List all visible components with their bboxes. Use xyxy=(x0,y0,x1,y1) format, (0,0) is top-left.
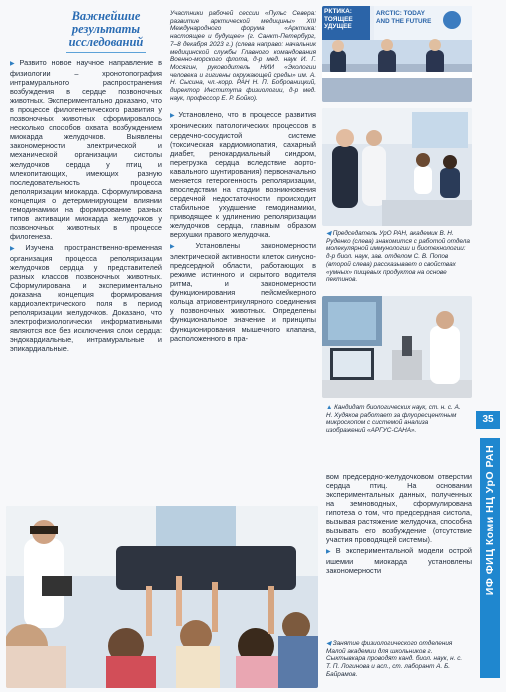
banner-left-text: РКТИКА: ТОЯЩЕЕ УДУЩЕЕ xyxy=(324,8,353,30)
heading-line-2: результаты xyxy=(71,22,141,36)
photo-caption-school: ◀ Занятие физиологического отделения Малой академии для школьников г. Сыктывкара проводят канд. биол. наук, н. с. Т. П. Логинова и асп., ст. лаборант А. Б. Байрамов. xyxy=(326,640,463,678)
col3-paragraph: ▶ В экспериментальной модели острой ишемии миокарда установлены закономерности xyxy=(326,546,472,576)
col2-paragraph: ▶ Установлено, что в процессе развития хронических патологических процессов в сердечно-сосудистой системе (токсическая кардиомиопатия, сахарный диабет, ренокардиальный синдром, перегрузка сердца вследствие аорто-кавального шунтирования) первоначально меняется гетерогенность реполяризации, впоследствии на стадии возникновения сердечной недостаточности происходит стабильное ухудшение гемодинамики, приводящее к удлинению реполяризации желудочков сердца, главным образом верхушки правого желудочка. xyxy=(170,110,316,240)
section-heading xyxy=(52,10,160,53)
heading-line-1: Важнейшие xyxy=(71,9,141,23)
bullet-marker-icon: ▶ xyxy=(326,549,334,556)
side-label: ИФ ФИЦ Коми НЦ УрО РАН xyxy=(484,444,496,596)
banner-right-text: ARCTIC: TODAY AND THE FUTURE xyxy=(376,10,432,25)
bullet-marker-icon: ▶ xyxy=(170,113,177,120)
bullet-marker-icon: ▶ xyxy=(170,244,194,251)
microscope-photo-illustration xyxy=(322,296,472,398)
col1-paragraph: ▶ Изучена пространственно-временная организация процесса реполяризации желудочков сердца у представителей разных классов позвоночных животных. Сформулирована и экспериментально доказана концепция формирования кардиоэлектрического поля в период реполяризации желудочков. Доказано, что электрофизиологически информативными являются все без исключения слои сердца: эндокардиальные, интрамуральные и эпикардиальные. xyxy=(10,242,162,354)
bullet-marker-icon: ▶ xyxy=(10,245,24,252)
photo-forum-session xyxy=(322,6,472,102)
photo-caption-top-left: Участники рабочей сессии «Пульс Севера: развитие арктической медицины» XIII Международного форума «Арктика: настоящее и будущее» (г. Санкт-Петербург, 7–8 декабря 2023 г.) (слева направо: начальник медицинской службы Главного командования Военно-морского флота, д-р мед. наук И. Г. Мосягин, руководитель НИИ «Экологии человека и гигиены окружающей среды» им. А. Н. Сысина, чл.-корр. РАН Н. П. Бобровницкий, директор Института физиологии, д-р мед. наук, профессор Е. Р. Бойко). xyxy=(170,10,316,102)
col1-paragraph: ▶ Развито новое научное направление в физиологии – хронотопография интрамурального распространения возбуждения в сердце позвоночных животных. Экспериментально доказано, что в процессе филогенетического развития у позвоночных животных сформировалось несколько способов охвата возбуждением миокарда желудочков. Выявлены закономерности электрической и механической организации систолы желудочков сердца у птиц и млекопитающих, имеющих разную последовательность процесса деполяризации миокарда. Сформулирована концепция о детерминирующем влиянии гемодинамики на формирование разных типов активации миокарда желудочков у позвоночных животных в процессе филогенеза. xyxy=(10,58,162,241)
heading-underline xyxy=(66,52,146,53)
bullet-marker-icon: ▶ xyxy=(10,61,18,67)
page-number: 35 xyxy=(476,411,500,429)
col2-paragraph: ▶ Установлены закономерности электрической активности клеток синусно-предсердной области, работающих в режиме истинного и скрытого водителя ритма, и закономерности функционирования пейсмейкерного кольца атриовентрикулярного соединения у позвоночных животных. Определены функциональное значение и принципы функционирования мышечного клапана, расположенного в пра- xyxy=(170,241,316,343)
column-3 xyxy=(326,472,472,578)
caption-marker-icon: ▲ xyxy=(326,404,333,411)
visit-photo-illustration xyxy=(322,108,472,226)
column-1 xyxy=(10,58,162,356)
caption-marker-icon: ◀ xyxy=(326,230,331,237)
photo-caption-microscope: ▲ Кандидат биологических наук, ст. н. с. А. Н. Худяков работает за флуоресцентным микроскопом с системой анализа изображений «АРГУС-САНА». xyxy=(326,404,461,435)
photo-microscope-work xyxy=(322,296,472,398)
col3-paragraph: вом предсердно-желудочковом отверстии сердца птиц. На основании экспериментальных данных, полученных на земноводных, сформулирована гипотеза о том, что предсердная систола, вызывая растяжение желудочка, способна вызывать его возбуждение (отсутствие участия проводящей системы). xyxy=(326,472,472,545)
photo-school-class xyxy=(6,506,318,688)
column-2 xyxy=(170,10,316,345)
caption-marker-icon: ◀ xyxy=(326,640,331,647)
photo-academic-visit xyxy=(322,108,472,226)
class-photo-illustration xyxy=(6,506,318,688)
photo-caption-top-right: ◀ Председатель УрО РАН, академик В. Н. Руденко (слева) знакомится с работой отдела молекулярной иммунологии и биотехнологии: д-р биол. наук, зав. отделом С. В. Попов (второй слева) рассказывает о свойствах «умных» пищевых продуктов на основе пектинов. xyxy=(326,230,470,284)
heading-line-3: исследований xyxy=(68,35,144,49)
